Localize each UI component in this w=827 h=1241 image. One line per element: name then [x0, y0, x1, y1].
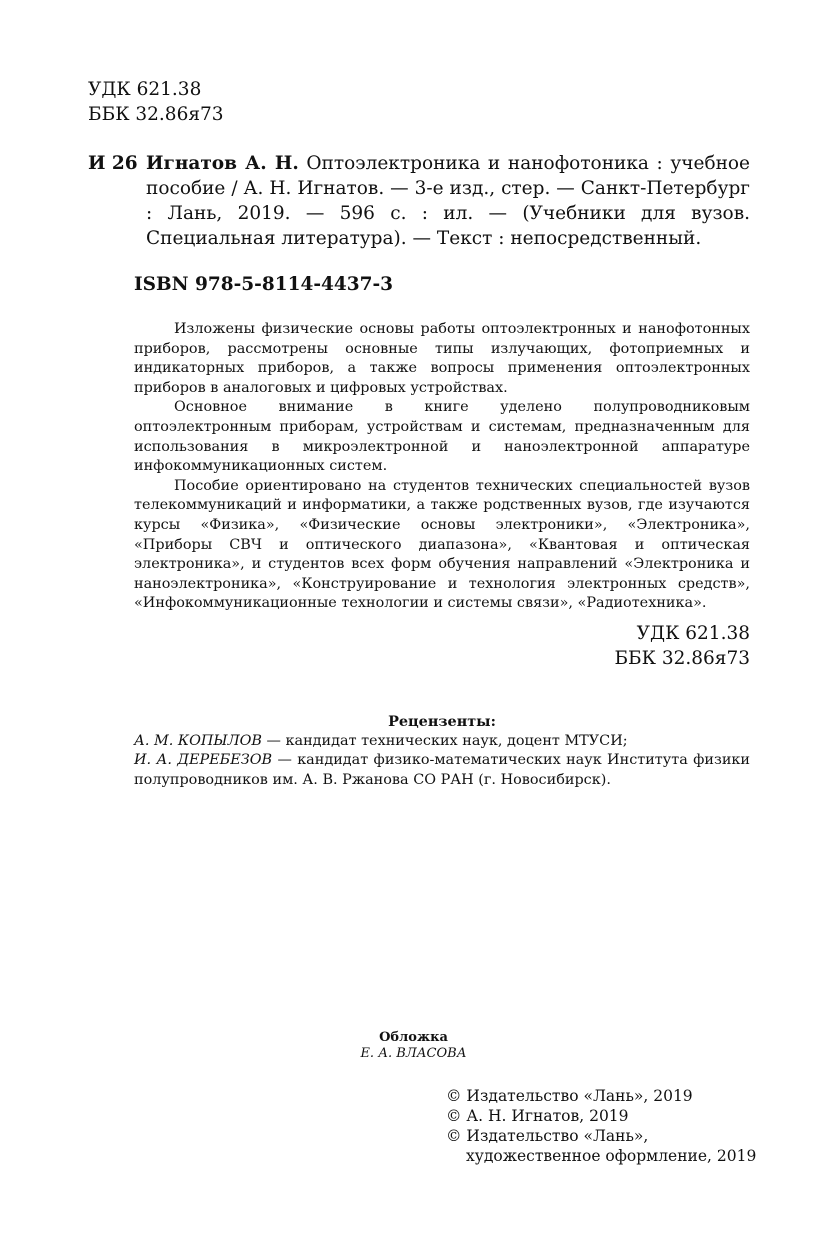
record-body: Оптоэлектроника и нанофотоника : учебное пособие / А. Н. Игнатов. — 3-е изд., стер. — Санкт-Петербург : Лань, 2019. — 596 с. : ил. — (Учебники для вузов. Специальная литература). — Текст : непосредственный. [146, 153, 750, 249]
abstract-paragraph: Изложены физические основы работы оптоэлектронных и нанофотонных приборов, рассмотрены основные типы излучающих, фотоприемных и индикаторных приборов, а также вопросы применения оптоэлектронных приборов в аналоговых и цифровых устройствах. [134, 321, 750, 396]
reviewer-text: — кандидат физико-математических наук Института физики полупроводников им. А. В. Ржанова СО РАН (г. Новосибирск). [134, 752, 751, 788]
bbk-code: ББК 32.86я73 [614, 648, 750, 669]
udk-code: УДК 621.38 [636, 623, 750, 644]
cover-credit [0, 1030, 827, 1062]
reviewer-name: И. А. ДЕРЕБЕЗОВ [134, 752, 273, 769]
reviewers [134, 712, 750, 790]
author-name: Игнатов А. Н. [146, 153, 299, 174]
reviewer-text: — кандидат технических наук, доцент МТУСИ; [261, 732, 628, 749]
reviewers-title: Рецензенты: [388, 713, 496, 730]
udk-bbk-top [88, 77, 224, 127]
reviewer-entry [134, 732, 750, 791]
copyright-line: © Издательство «Лань», 2019 [446, 1087, 693, 1105]
abstract-paragraph: Пособие ориентировано на студентов технических специальностей вузов телекоммуникаций и информатики, а также родственных вузов, где изучаются курсы «Физика», «Физические основы электроники», «Электроника», «Приборы СВЧ и оптического диапазона», «Квантовая и оптическая электроника», и студентов всех форм обучения направлений «Электроника и наноэлектроника», «Конструирование и технология электронных средств», «Инфокоммуникационные технологии и системы связи», «Радиотехника». [134, 477, 750, 612]
copyright-line: © А. Н. Игнатов, 2019 [446, 1107, 629, 1125]
abstract [134, 320, 750, 614]
copyright-line: © Издательство «Лань», [446, 1127, 649, 1145]
bbk-code: ББК 32.86я73 [88, 104, 224, 125]
copyright-line: художественное оформление, 2019 [466, 1147, 757, 1165]
bibliographic-record [146, 151, 750, 251]
catalog-code: И 26 [88, 153, 138, 174]
udk-code: УДК 621.38 [88, 79, 202, 100]
udk-bbk-right [614, 621, 750, 671]
abstract-paragraph: Основное внимание в книге уделено полупроводниковым оптоэлектронным приборам, устройствам и системам, предназначенным для использования в микроэлектронной и наноэлектронной аппаратуре инфокоммуникационных систем. [134, 399, 750, 475]
reviewer-name: А. М. КОПЫЛОВ [134, 732, 262, 749]
copyright-block [446, 1086, 756, 1166]
cover-title: Обложка [379, 1030, 448, 1045]
isbn: ISBN 978-5-8114-4437-3 [134, 274, 394, 295]
cover-designer: Е. А. ВЛАСОВА [360, 1046, 467, 1061]
